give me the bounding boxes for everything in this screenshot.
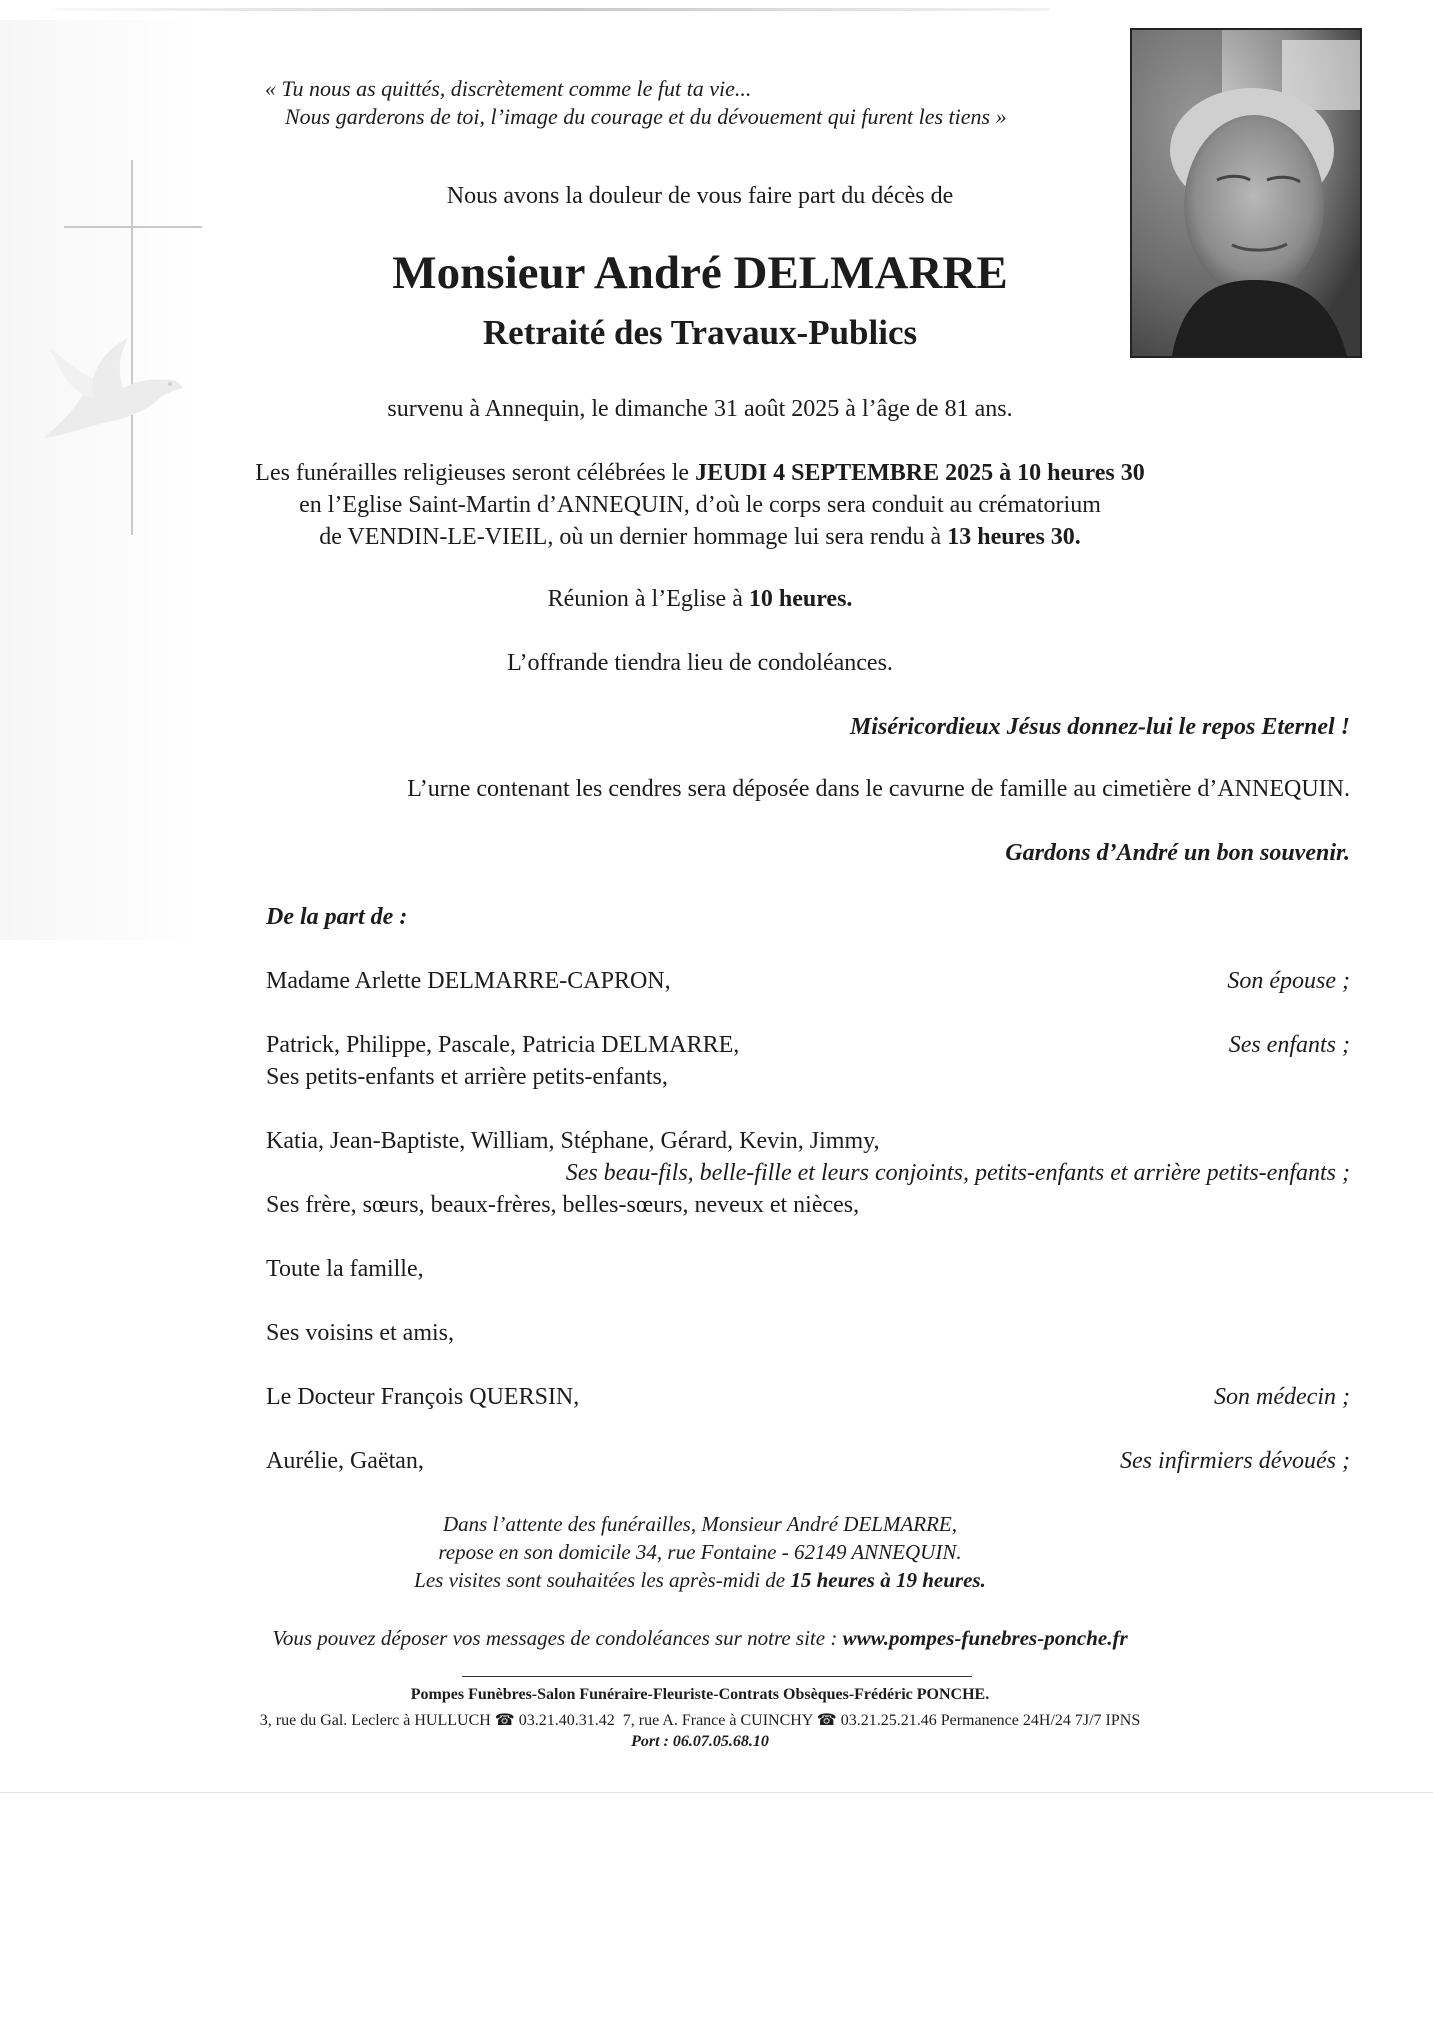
footer-mobile	[200, 1733, 1200, 1751]
remember-line: Gardons d’André un bon souvenir.	[1005, 840, 1350, 866]
funeral-date-time: JEUDI 4 SEPTEMBRE 2025 à 10 heures 30	[695, 460, 1145, 486]
left-decor-band	[0, 20, 205, 940]
funeral-line-2: en l’Eglise Saint-Martin d’ANNEQUIN, d’où le corps sera conduit au crématorium	[299, 492, 1101, 518]
epigraph-line-1: « Tu nous as quittés, discrètement comme le fut ta vie...	[265, 76, 752, 101]
neighbours-line: Ses voisins et amis,	[266, 1320, 455, 1346]
from-heading: De la part de :	[266, 904, 408, 930]
scan-top-edge	[50, 8, 1050, 11]
funeral-line-1-text: Les funérailles religieuses seront célébrées le	[255, 460, 696, 486]
page-fold-line	[0, 1792, 1433, 1793]
funeral-line-3	[200, 524, 1200, 551]
siblings-line: Ses frère, sœurs, beaux-frères, belles-sœurs, neveux et nièces,	[266, 1192, 860, 1218]
deceased-name: Monsieur André DELMARRE	[392, 247, 1008, 299]
dove-icon	[38, 318, 188, 458]
announcement-intro: Nous avons la douleur de vous faire part du décès de	[446, 183, 954, 209]
funeral-line-1	[200, 460, 1200, 487]
website-text: Vous pouvez déposer vos messages de condoléances sur notre site :	[272, 1626, 843, 1650]
deceased-occupation: Retraité des Travaux-Publics	[482, 313, 918, 352]
spouse-name: Madame Arlette DELMARRE-CAPRON,	[266, 968, 671, 994]
rest-line-1: Dans l’attente des funérailles, Monsieur André DELMARRE,	[442, 1512, 958, 1536]
footer-company: Pompes Funèbres-Salon Funéraire-Fleuriste-Contrats Obsèques-Frédéric PONCHE.	[410, 1686, 990, 1703]
tribute-time: 13 heures 30.	[947, 524, 1081, 550]
inlaws-names: Katia, Jean-Baptiste, William, Stéphane, Gérard, Kevin, Jimmy,	[266, 1128, 880, 1154]
reunion-text: Réunion à l’Eglise à	[547, 586, 749, 612]
offering-line: L’offrande tiendra lieu de condoléances.	[507, 650, 893, 676]
urn-line: L’urne contenant les cendres sera déposée dans le cavurne de famille au cimetière d’ANNEQUIN.	[407, 776, 1350, 802]
whole-family-line: Toute la famille,	[266, 1256, 424, 1282]
funeral-line-3-text: de VENDIN-LE-VIEIL, où un dernier hommage lui sera rendu à	[319, 524, 948, 550]
grandchildren-line: Ses petits-enfants et arrière petits-enfants,	[266, 1064, 668, 1090]
footer-divider	[462, 1676, 972, 1677]
doctor-relation: Son médecin ;	[1214, 1384, 1350, 1410]
website-link[interactable]: www.pompes-funebres-ponche.fr	[842, 1626, 1128, 1650]
footer-phone-1: 03.21.40.31.42	[518, 1712, 615, 1729]
epigraph-line-2: Nous garderons de toi, l’image du courage et du dévouement qui furent les tiens »	[285, 104, 1007, 129]
reunion-line	[200, 586, 1200, 613]
prayer-line: Miséricordieux Jésus donnez-lui le repos Eternel !	[849, 714, 1350, 740]
inlaws-relation: Ses beau-fils, belle-fille et leurs conjoints, petits-enfants et arrière petits-enfants ;	[565, 1160, 1350, 1186]
doctor-name: Le Docteur François QUERSIN,	[266, 1384, 580, 1410]
phone-icon-2: ☎	[816, 1712, 837, 1729]
rest-line-3	[200, 1568, 1200, 1593]
visits-text: Les visites sont souhaitées les après-midi de	[414, 1568, 791, 1592]
phone-icon-1: ☎	[494, 1712, 515, 1729]
footer-mobile-label: Port :	[631, 1733, 669, 1750]
footer-phone-2: 03.21.25.21.46 Permanence 24H/24 7J/7 IPNS	[840, 1712, 1141, 1729]
death-notice: survenu à Annequin, le dimanche 31 août 2025 à l’âge de 81 ans.	[387, 396, 1013, 422]
website-line	[200, 1626, 1200, 1651]
reunion-time: 10 heures.	[748, 586, 853, 612]
footer-mobile-number: 06.07.05.68.10	[672, 1733, 769, 1750]
footer-address-2: 7, rue A. France à CUINCHY	[622, 1712, 813, 1729]
nurses-names: Aurélie, Gaëtan,	[266, 1448, 424, 1474]
rest-line-2: repose en son domicile 34, rue Fontaine - 62149 ANNEQUIN.	[438, 1540, 962, 1564]
children-names: Patrick, Philippe, Pascale, Patricia DELMARRE,	[266, 1032, 740, 1058]
footer-addresses	[200, 1710, 1200, 1730]
nurses-relation: Ses infirmiers dévoués ;	[1120, 1448, 1350, 1474]
children-relation: Ses enfants ;	[1228, 1032, 1350, 1058]
footer-address-1: 3, rue du Gal. Leclerc à HULLUCH	[259, 1712, 491, 1729]
spouse-relation: Son épouse ;	[1227, 968, 1350, 994]
cross-icon-horizontal	[64, 226, 202, 228]
visits-hours: 15 heures à 19 heures.	[790, 1568, 986, 1592]
